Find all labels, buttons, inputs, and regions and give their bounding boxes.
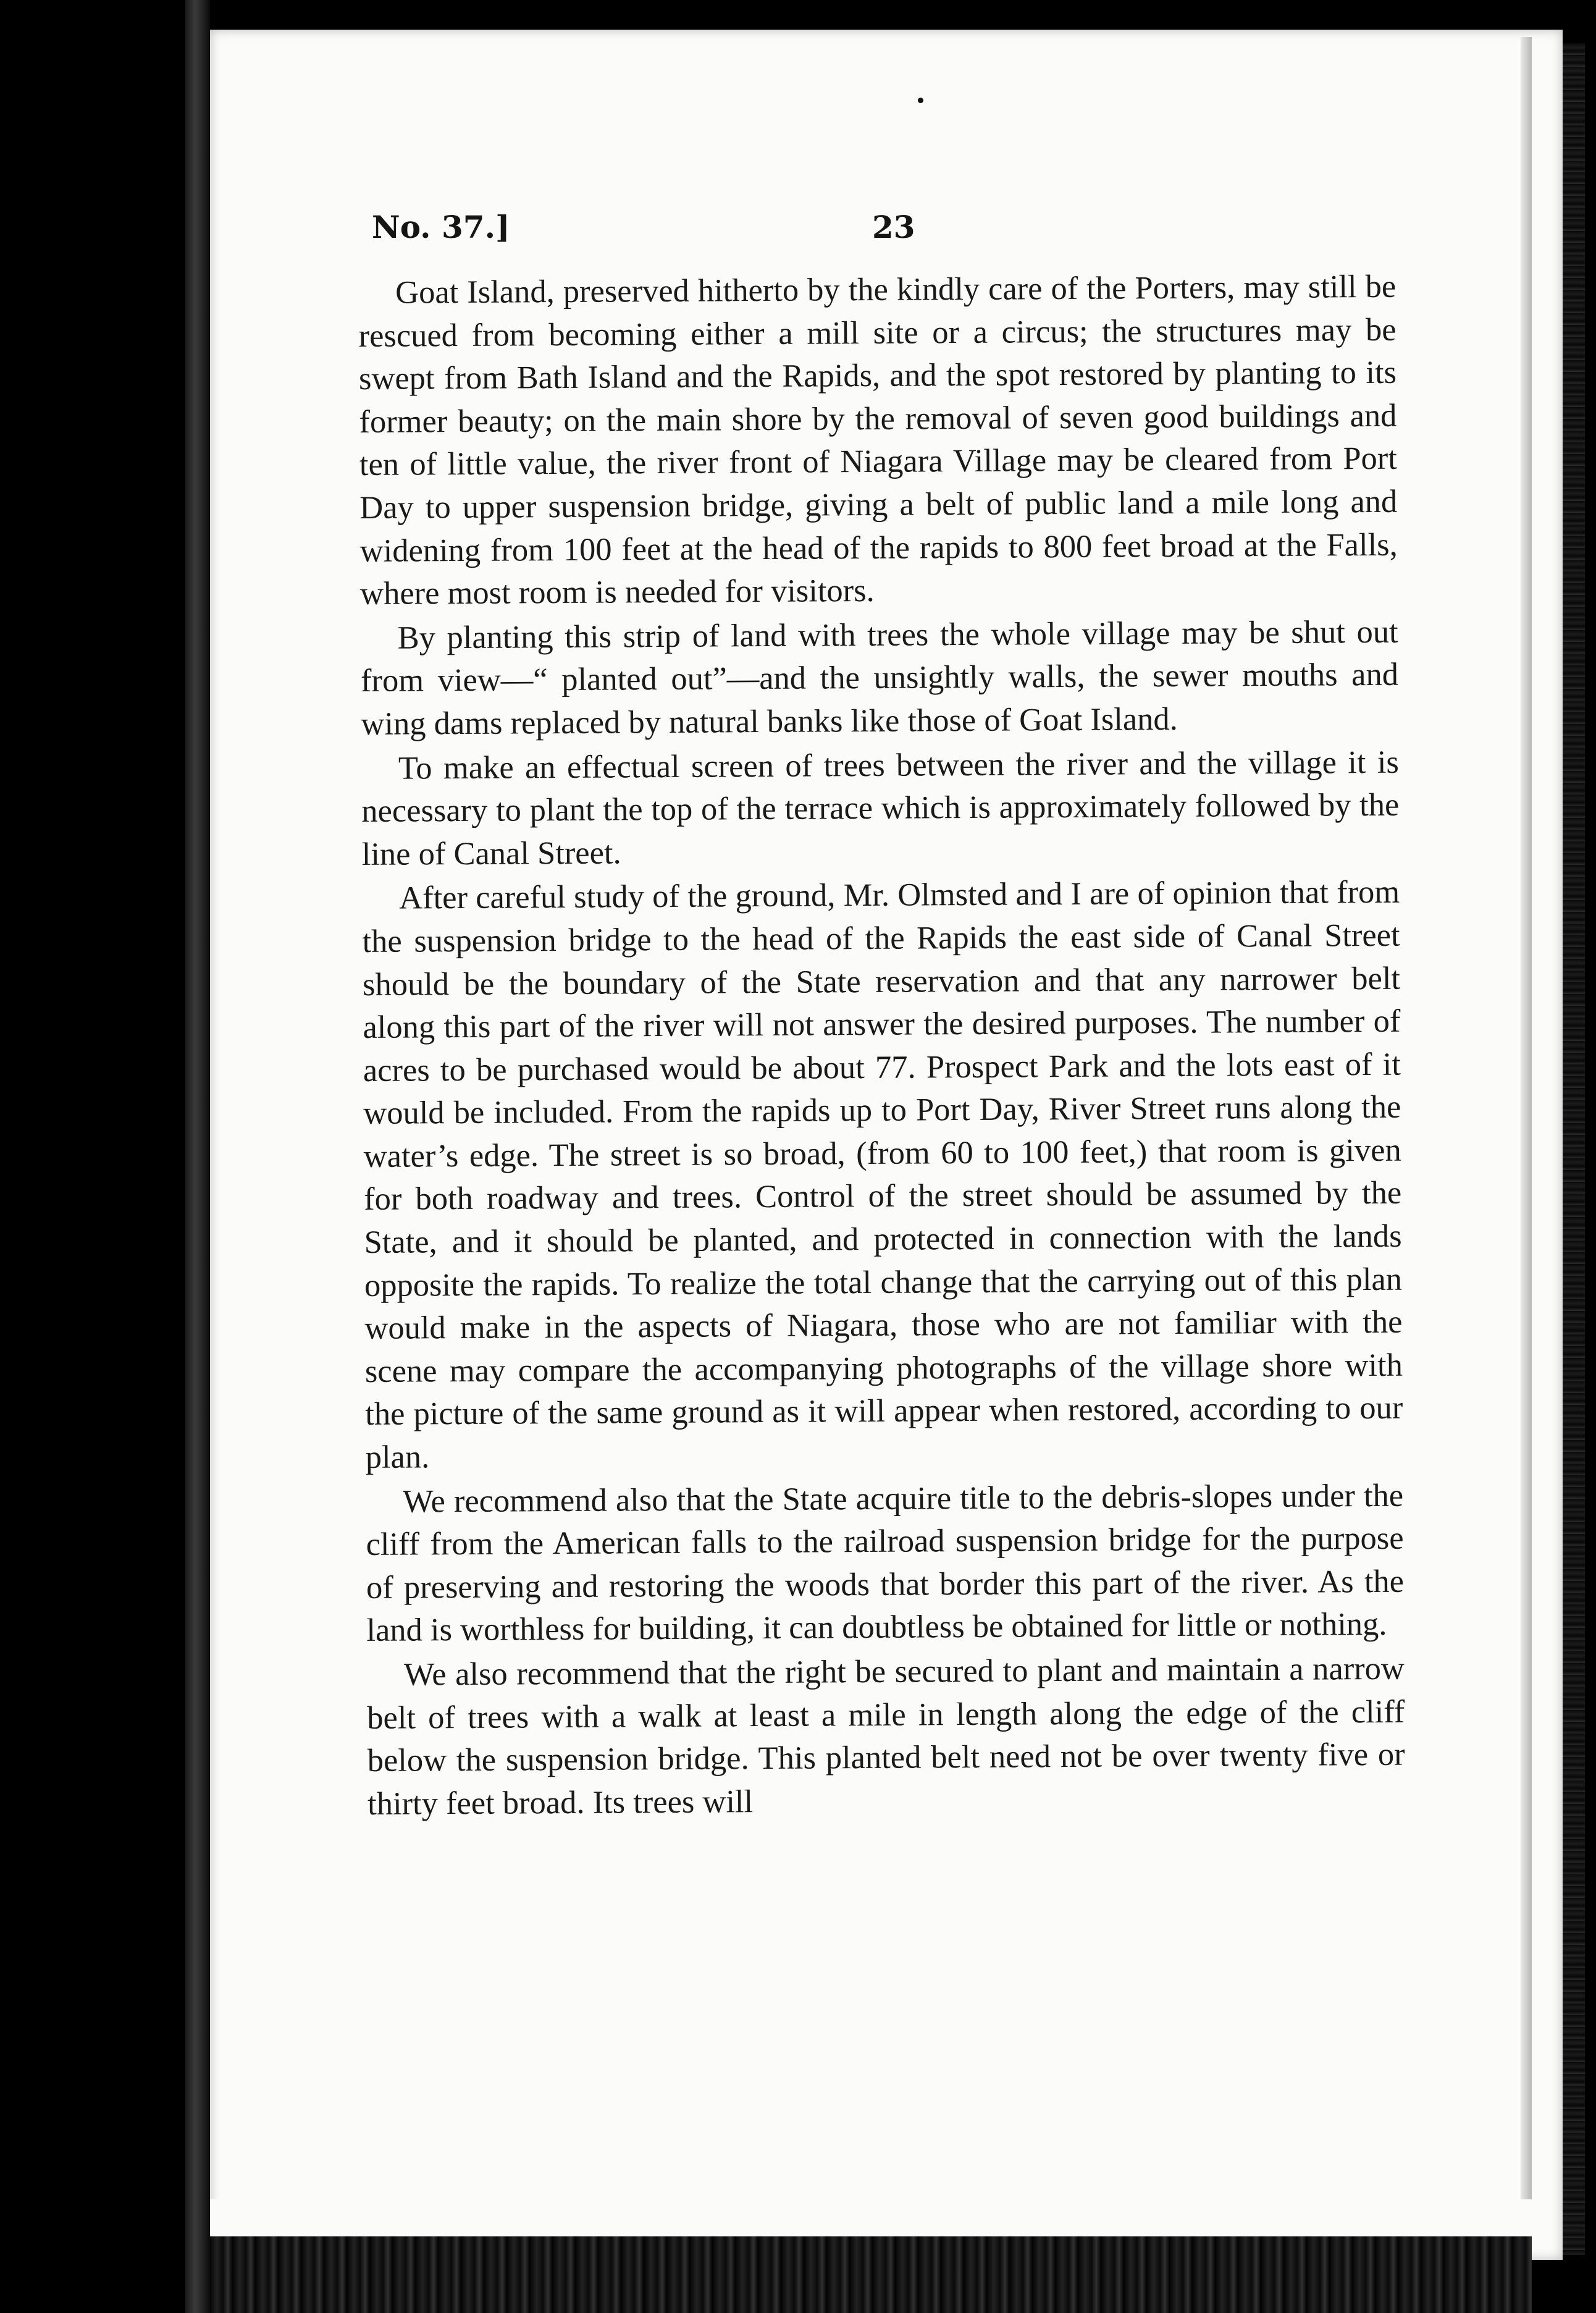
page-fold-shadow [1521, 37, 1532, 2261]
bottom-page-edge [210, 2224, 1532, 2313]
left-scan-margin [0, 0, 185, 2313]
bottom-paper-strip [210, 2199, 1532, 2236]
body-text [358, 266, 1405, 1826]
document-number: No. 37.] [372, 209, 510, 245]
paragraph-study-of-ground: After careful study of the ground, Mr. Olmsted and I are of opinion that from the suspension bridge to the head of the Rapids the east side of Canal Street should be the boundary of the State reservation and that any narrower belt along this part of the river will not answer the desired purposes. The number of acres to be purchased would be about 77. Prospect Park and the lots east of it would be included. From the rapids up to Port Day, River Street runs along the water’s edge. The street is so broad, (from 60 to 100 feet,) that room is given for both roadway and trees. Control of the street should be assumed by the State, and it should be planted, and protected in connection with the lands opposite the rapids. To realize the total change that the carrying out of this plan would make in the aspects of Niagara, those who are not familiar with the scene may compare the accompanying photographs of the village shore with the picture of the same ground as it will appear when restored, according to our plan. [362, 874, 1403, 1475]
paragraph-planting-strip: By planting this strip of land with trees the whole village may be shut out from view—“ planted out”—and the unsightly walls, the sewer mouths and wing dams replaced by natural banks like those of Goat Island. [360, 613, 1399, 742]
ink-speck [918, 98, 923, 103]
running-header [372, 209, 1397, 258]
paragraph-narrow-belt: We also recommend that the right be secured to plant and maintain a narrow belt of trees with a walk at least a mile in length along the edge of the cliff below the suspension bridge. This planted belt need not be over twenty five or thirty feet broad. Its trees will [367, 1650, 1405, 1822]
paragraph-goat-island: Goat Island, preserved hitherto by the kindly care of the Porters, may still be rescued from becoming either a mill site or a circus; the structures may be swept from Bath Island and the Rapids, and the spot restored by planting to its former beauty; on the main shore by the removal of seven good buildings and ten of little value, the river front of Niagara Village may be cleared from Port Day to upper suspension bridge, giving a belt of public land a mile long and widening from 100 feet at the head of the rapids to 800 feet broad at the Falls, where most room is needed for visitors. [358, 268, 1398, 612]
left-page-edge [185, 0, 210, 2313]
paragraph-screen-of-trees: To make an effectual screen of trees between the river and the village it is necessary to plant the top of the terrace which is approximately followed by the line of Canal Street. [361, 744, 1400, 872]
paragraph-debris-slopes: We recommend also that the State acquire title to the debris-slopes under the cliff from the American falls to the railroad suspension bridge for the purpose of preserving and restoring the woods that border this part of the river. As the land is worthless for building, it can doubtless be obtained for little or nothing. [366, 1477, 1405, 1649]
page-number: 23 [872, 209, 915, 245]
